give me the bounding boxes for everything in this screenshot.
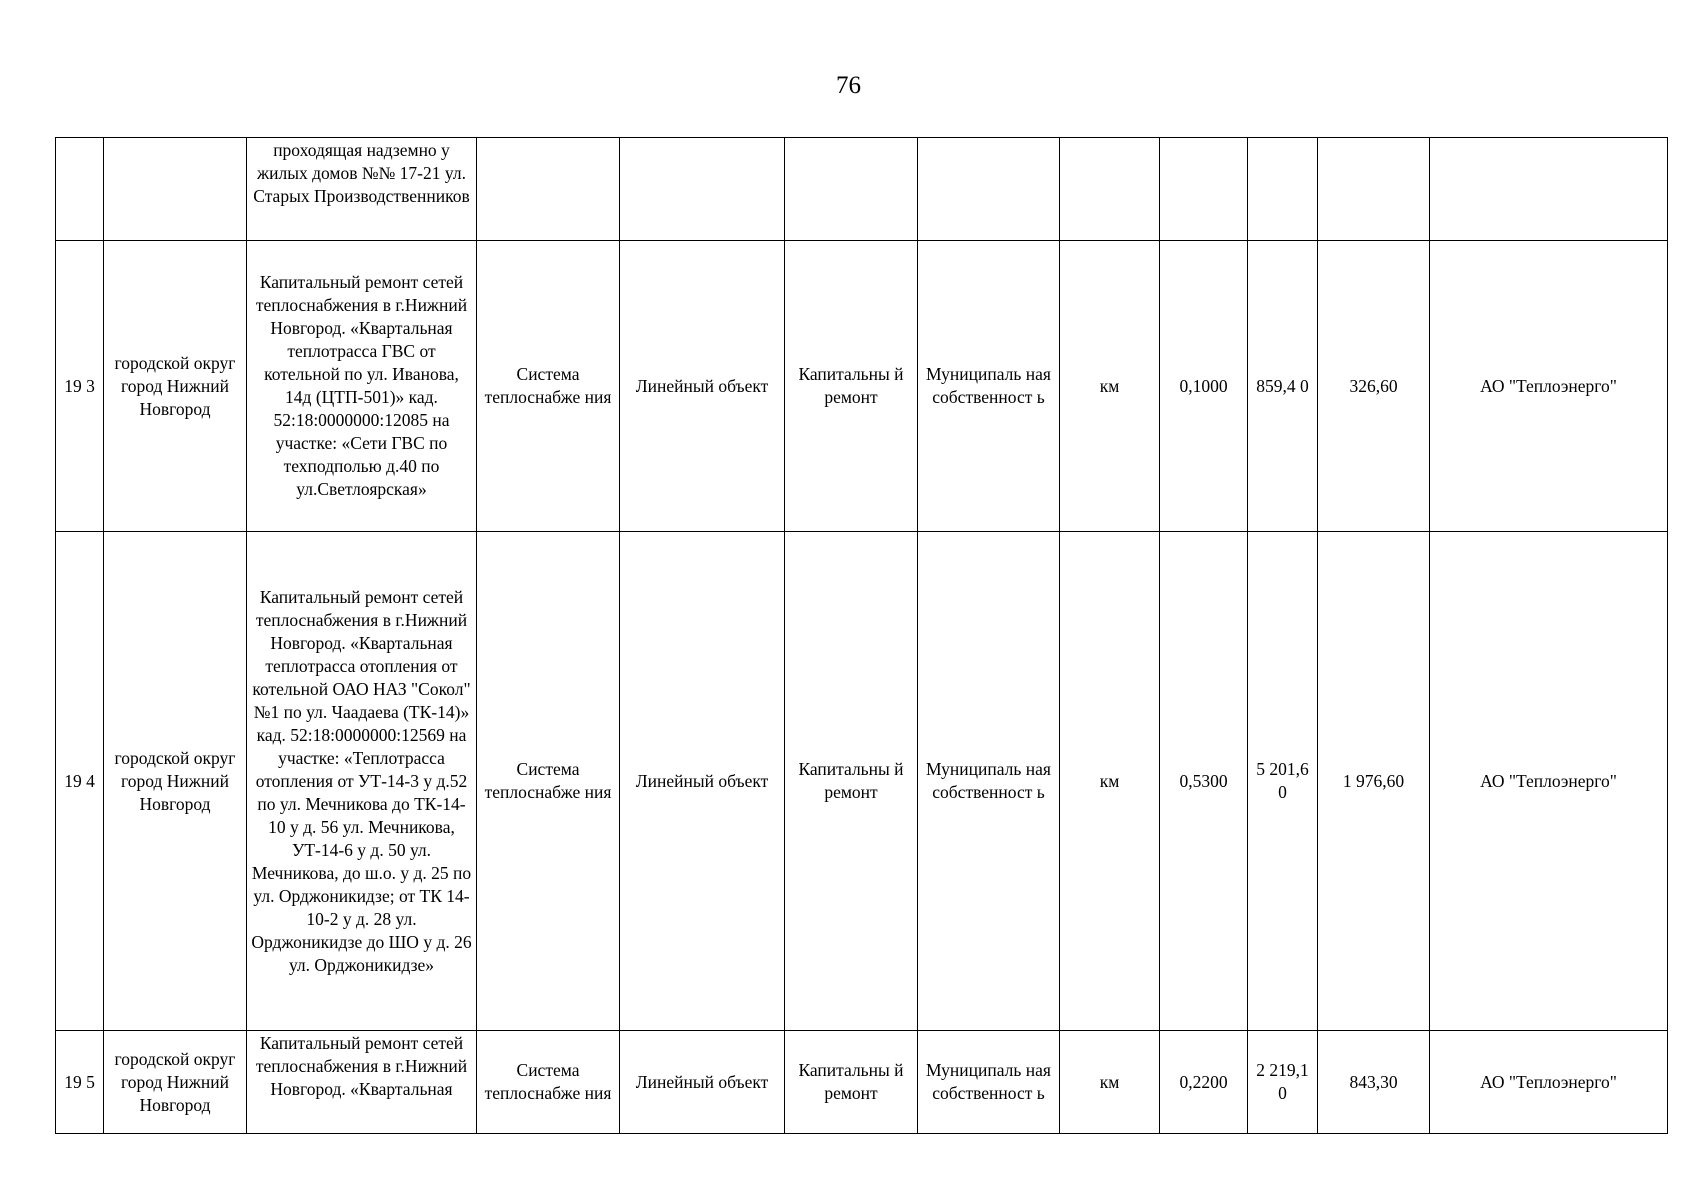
row-number-cell: 19 3 xyxy=(56,241,104,532)
description-cell: Капитальный ремонт сетей теплоснабжения в г.Нижний Новгород. «Квартальная xyxy=(247,1031,477,1134)
row-number-cell: 19 5 xyxy=(56,1031,104,1134)
unit-cell: км xyxy=(1060,1031,1160,1134)
quantity-cell: 0,5300 xyxy=(1160,532,1248,1031)
system-cell xyxy=(477,138,620,241)
system-cell: Система теплоснабже ния xyxy=(477,532,620,1031)
value-b-cell: 843,30 xyxy=(1318,1031,1430,1134)
row-number-cell xyxy=(56,138,104,241)
value-b-cell: 1 976,60 xyxy=(1318,532,1430,1031)
operator-cell: АО "Теплоэнерго" xyxy=(1430,241,1668,532)
unit-cell: км xyxy=(1060,241,1160,532)
row-number-cell: 19 4 xyxy=(56,532,104,1031)
territory-cell: городской округ город Нижний Новгород xyxy=(104,241,247,532)
territory-cell: городской округ город Нижний Новгород xyxy=(104,532,247,1031)
object-type-cell: Линейный объект xyxy=(620,241,785,532)
quantity-cell: 0,2200 xyxy=(1160,1031,1248,1134)
operator-cell xyxy=(1430,138,1668,241)
object-type-cell: Линейный объект xyxy=(620,1031,785,1134)
table-row xyxy=(56,241,1668,532)
object-type-cell: Линейный объект xyxy=(620,532,785,1031)
table-row xyxy=(56,1031,1668,1134)
quantity-cell: 0,1000 xyxy=(1160,241,1248,532)
unit-cell xyxy=(1060,138,1160,241)
operator-cell: АО "Теплоэнерго" xyxy=(1430,1031,1668,1134)
description-cell: Капитальный ремонт сетей теплоснабжения в г.Нижний Новгород. «Квартальная теплотрасса ГВС от котельной по ул. Иванова, 14д (ЦТП-501)» кад. 52:18:0000000:12085 на участке: «Сети ГВС по техподполью д.40 по ул.Светлоярская» xyxy=(247,241,477,532)
value-a-cell: 5 201,6 0 xyxy=(1248,532,1318,1031)
value-a-cell: 2 219,1 0 xyxy=(1248,1031,1318,1134)
value-a-cell: 859,4 0 xyxy=(1248,241,1318,532)
system-cell: Система теплоснабже ния xyxy=(477,1031,620,1134)
value-a-cell xyxy=(1248,138,1318,241)
table-row xyxy=(56,532,1668,1031)
work-type-cell xyxy=(785,138,918,241)
work-type-cell: Капитальны й ремонт xyxy=(785,1031,918,1134)
work-type-cell: Капитальны й ремонт xyxy=(785,241,918,532)
quantity-cell xyxy=(1160,138,1248,241)
description-cell: Капитальный ремонт сетей теплоснабжения в г.Нижний Новгород. «Квартальная теплотрасса отопления от котельной ОАО НАЗ "Сокол" №1 по ул. Чаадаева (ТК-14)» кад. 52:18:0000000:12569 на участке: «Теплотрасса отопления от УТ-14-3 у д.52 по ул. Мечникова до ТК-14-10 у д. 56 ул. Мечникова, УТ-14-6 у д. 50 ул. Мечникова, до ш.о. у д. 25 по ул. Орджоникидзе; от ТК 14-10-2 у д. 28 ул. Орджоникидзе до ШО у д. 26 ул. Орджоникидзе» xyxy=(247,532,477,1031)
system-cell: Система теплоснабже ния xyxy=(477,241,620,532)
territory-cell: городской округ город Нижний Новгород xyxy=(104,1031,247,1134)
table-row xyxy=(56,138,1668,241)
object-type-cell xyxy=(620,138,785,241)
ownership-cell xyxy=(918,138,1060,241)
value-b-cell xyxy=(1318,138,1430,241)
ownership-cell: Муниципаль ная собственност ь xyxy=(918,241,1060,532)
description-cell: проходящая надземно у жилых домов №№ 17-21 ул. Старых Производственников xyxy=(247,138,477,241)
ownership-cell: Муниципаль ная собственност ь xyxy=(918,1031,1060,1134)
operator-cell: АО "Теплоэнерго" xyxy=(1430,532,1668,1031)
value-b-cell: 326,60 xyxy=(1318,241,1430,532)
territory-cell xyxy=(104,138,247,241)
ownership-cell: Муниципаль ная собственност ь xyxy=(918,532,1060,1031)
investment-program-table xyxy=(55,137,1668,1134)
unit-cell: км xyxy=(1060,532,1160,1031)
work-type-cell: Капитальны й ремонт xyxy=(785,532,918,1031)
page-number: 76 xyxy=(836,72,861,99)
